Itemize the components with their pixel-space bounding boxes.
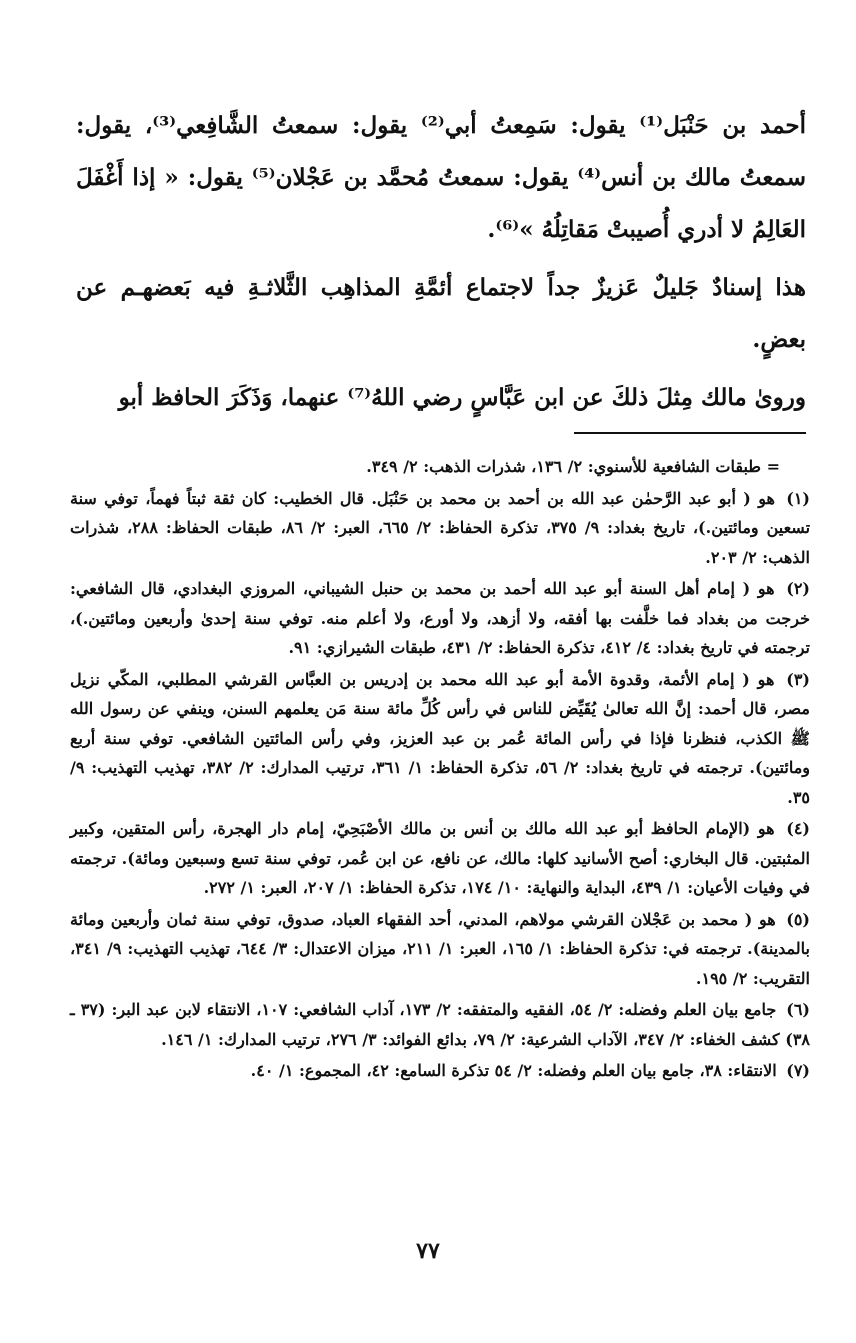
main-text [76,100,806,430]
footnote-number: (٧) [786,1061,810,1080]
footnote-3 [70,665,810,813]
footnote-text: هو ( محمد بن عَجْلان القرشي مولاهم، المدني، أحد الفقهاء العباد، صدوق، توفي سنة ثمان وأربعين ومائة بالمدينة). ترجمته في: تذكرة الحفاظ: ١/ ١٦٥، العبر: ١/ ٢١١، ميزان الاعتدال: ٣/ ٦٤٤، تهذيب التهذيب: ٩/ ٣٤١، التقريب: ٢/ ١٩٥. [70,909,811,988]
footnote-7 [70,1056,810,1086]
paragraph-3: وروىٰ مالك مِثلَ ذلكَ عن ابن عَبَّاسٍ رضي اللهُ⁽⁷⁾ عنهما، وَذَكَرَ الحافظ أبو [118,384,806,411]
footnote-text: هو ( إمام الأئمة، وقدوة الأمة أبو عبد الله محمد بن إدريس بن العبَّاس القرشي المطلبي، المكّي نزيل مصر، قال أحمد: إنَّ الله تعالىٰ يُقَيِّض للناس في رأس كُلِّ مائة سنة مَن يعلمهم السنن، وينفي عن رسول الله ﷺ الكذب، فنظرنا فإذا في رأس المائة عُمر بن عبد العزيز، وفي رأس المائتين الشافعي. توفي سنة أربع ومائتين). ترجمته في تاريخ بغداد: ٢/ ٥٦، تذكرة الحفاظ: ١/ ٣٦١، ترتيب المدارك: ٢/ ٣٨٢، تهذيب التهذيب: ٩/ ٣٥. [70,669,810,807]
footnote-6 [70,995,810,1054]
footnote-number: (٥) [786,909,810,929]
footnote-continuation: = طبقات الشافعية للأسنوي: ٢/ ١٣٦، شذرات الذهب: ٢/ ٣٤٩. [366,457,780,476]
footnote-separator [574,432,806,434]
footnote-number: (٦) [786,1000,810,1019]
footnote-number: (١) [786,488,810,508]
footnote-text: هو ( إمام أهل السنة أبو عبد الله أحمد بن محمد بن حنبل الشيباني، المروزي البغدادي، قال الشافعي: خرجت من بغداد فما خلَّفت بها أفقه، ولا أزهد، ولا أورع، ولا أعلم منه. توفي سنة إحدىٰ وأربعين ومائتين.)، ترجمته في تاريخ بغداد: ٤/ ٤١٢، تذكرة الحفاظ: ٢/ ٤٣١، طبقات الشيرازي: ٩١. [70,579,810,657]
paragraph-2: هذا إسنادٌ جَليلٌ عَزيزٌ جداً لاجتماع أئمَّةِ المذاهِب الثَّلاثـةِ فيه بَعضهـم عن بعضٍ. [76,274,806,353]
footnote-1 [70,484,810,573]
footnote-text: الانتقاء: ٣٨، جامع بيان العلم وفضله: ٢/ ٥٤ تذكرة السامع: ٤٢، المجموع: ١/ ٤٠. [250,1061,777,1080]
page-number: ٧٧ [416,1238,440,1264]
footnote-5 [70,905,810,994]
footnotes [70,452,810,1088]
footnote-number: (٤) [786,819,810,838]
footnote-number: (٢) [786,579,810,598]
footnote-text: جامع بيان العلم وفضله: ٢/ ٥٤، الفقيه والمتفقه: ٢/ ١٧٣، آداب الشافعي: ١٠٧، الانتقاء لابن عبد البر: (٣٧ ـ ٣٨) كشف الخفاء: ٢/ ٣٤٧، الآداب الشرعية: ٢/ ٧٩، بدائع الفوائد: ٣/ ٢٧٦، ترتيب المدارك: ١/ ١٤٦. [70,1000,810,1049]
footnote-number: (٣) [786,669,810,689]
paragraph-1: أحمد بن حَنْبَل⁽¹⁾ يقول: سَمِعتُ أبي⁽²⁾ يقول: سمعتُ الشَّافِعي⁽³⁾، يقول: سمعتُ مالك بن أنس⁽⁴⁾ يقول: سمعتُ مُحمَّد بن عَجْلان⁽⁵⁾ يقول: « إذا أَغْفَلَ العَالِمُ لا أدري أُصيبتْ مَقاتِلُهُ »⁽⁶⁾. [76,112,807,243]
footnote-2 [70,574,810,663]
footnote-text: هو ( أبو عبد الرَّحمٰن عبد الله بن أحمد بن محمد بن حَنْبَل. قال الخطيب: كان ثقة ثبتاً فهماً، توفي سنة تسعين ومائتين.)، تاريخ بغداد: ٩/ ٣٧٥، تذكرة الحفاظ: ٢/ ٦٦٥، العبر: ٢/ ٨٦، طبقات الحفاظ: ٢٨٨، شذرات الذهب: ٢/ ٢٠٣. [70,488,811,567]
footnote-text: هو (الإمام الحافظ أبو عبد الله مالك بن أنس بن مالك الأصْبَحِيّ، إمام دار الهجرة، رأس المتقين، وكبير المثبتين. قال البخاري: أصح الأسانيد كلها: مالك، عن نافع، عن ابن عُمر، توفي سنة تسع وسبعين ومائة). ترجمته في وفيات الأعيان: ١/ ٤٣٩، البداية والنهاية: ١٠/ ١٧٤، تذكرة الحفاظ: ١/ ٢٠٧، العبر: ١/ ٢٧٢. [70,819,810,897]
footnote-4 [70,814,810,903]
